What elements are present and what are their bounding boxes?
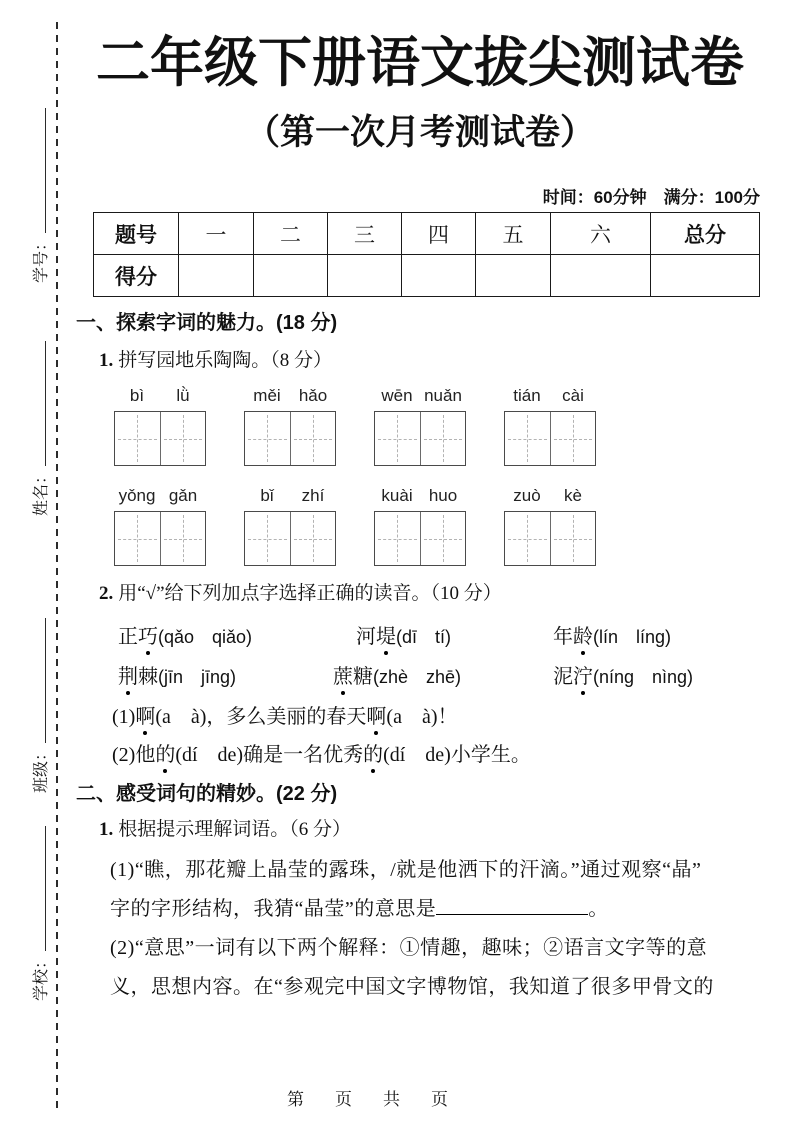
score-table-header-cell: 三 [328, 213, 402, 255]
score-table-header-cell: 一 [179, 213, 254, 255]
score-table-header-cell: 四 [402, 213, 476, 255]
score-table [93, 212, 760, 297]
word-item [553, 660, 693, 689]
sentence-2 [112, 738, 531, 767]
question-text: 用“√”给下列加点字选择正确的读音。（10 分） [118, 583, 502, 604]
tianzige-cell [420, 412, 466, 465]
dotted-char: 蔗 [333, 660, 353, 689]
score-input-cell [651, 255, 760, 297]
tianzige-cell [505, 412, 550, 465]
word-char: 正 [118, 626, 138, 648]
pinyin-syllable: wēn [381, 386, 413, 405]
pinyin-options: (níng nìng) [593, 667, 694, 687]
time-score-info: 时间：60分钟 满分：100分 [542, 188, 760, 207]
pinyin-row-2 [114, 486, 596, 566]
s2-q1-paragraph1-line1: (1)“瞧，那花瓣上晶莹的露珠，/就是他洒下的汗滴。”通过观察“晶” [110, 859, 702, 881]
score-table-header-cell: 六 [551, 213, 651, 255]
dotted-char: 啊 [135, 700, 155, 729]
pinyin-syllable: huo [428, 486, 458, 505]
tianzige-box [504, 511, 596, 566]
question-number: 1. [99, 819, 114, 840]
tianzige-box [244, 511, 336, 566]
pronunciation-row-1 [0, 620, 793, 652]
tianzige-cell [160, 412, 206, 465]
student-id-blank-line [32, 108, 46, 233]
tianzige-cell [290, 512, 336, 565]
tianzige-cell [420, 512, 466, 565]
score-row-label: 得分 [94, 255, 179, 297]
score-table-header-cell: 五 [476, 213, 551, 255]
pinyin-syllable: kuài [381, 486, 413, 505]
paragraph-text: 。 [588, 898, 609, 920]
score-input-cell [402, 255, 476, 297]
tianzige-cell [245, 512, 290, 565]
dotted-char: 巧 [138, 620, 158, 649]
score-input-cell [179, 255, 254, 297]
question-number: 1. [99, 350, 114, 371]
word-char: 年 [553, 626, 573, 648]
sentence-1 [112, 700, 457, 729]
s2-q1-paragraph2-line2: 义，思想内容。在“参观完中国文字博物馆，我知道了很多甲骨文的 [110, 976, 714, 998]
pinyin-options: (dī tí) [396, 627, 452, 647]
tianzige-box [504, 411, 596, 466]
pinyin-syllable: tián [513, 386, 541, 405]
student-id-field [28, 87, 52, 283]
sentence-text: (dí de)小学生。 [383, 744, 531, 766]
tianzige-cell [290, 412, 336, 465]
dotted-char: 的 [363, 738, 383, 767]
pinyin-box-group [504, 386, 596, 466]
word-item [118, 620, 252, 649]
student-name-label: 姓名： [33, 467, 50, 516]
pinyin-options: (jīn jīng) [158, 667, 237, 687]
tianzige-box [244, 411, 336, 466]
score-input-cell [254, 255, 328, 297]
paper-subtitle: （第一次月考测试卷） [244, 113, 595, 152]
pinyin-box-group [114, 486, 206, 566]
section1-heading: 一、探索字词的魅力。(18 分) [76, 312, 338, 334]
tianzige-cell [115, 512, 160, 565]
pinyin-syllable: zuò [513, 486, 541, 505]
pinyin-syllable: gǎn [168, 486, 198, 505]
word-char: 棘 [138, 666, 158, 688]
pinyin-syllable: yǒng [118, 486, 156, 505]
pinyin-options: (lín líng) [593, 627, 672, 647]
tianzige-cell [505, 512, 550, 565]
score-table-score-row [94, 255, 760, 297]
sentence-text: (dí de)确是一名优秀 [175, 744, 364, 766]
s2-q1-paragraph2-line1: (2)“意思”一词有以下两个解释：①情趣，趣味；②语言文字等的意 [110, 937, 708, 959]
dotted-char: 龄 [573, 620, 593, 649]
tianzige-box [374, 411, 466, 466]
pinyin-syllable: lǜ [176, 386, 190, 405]
tianzige-cell [245, 412, 290, 465]
school-blank-line [32, 826, 46, 951]
s2-q1-paragraph1-line2 [110, 892, 609, 921]
student-name-field [28, 320, 52, 516]
pinyin-syllable: nuǎn [424, 386, 462, 405]
paragraph-text: 字的字形结构，我猜“晶莹”的意思是 [110, 898, 437, 920]
dotted-char: 堤 [376, 620, 396, 649]
tianzige-cell [375, 412, 420, 465]
paper-title: 二年级下册语文拔尖测试卷 [96, 33, 744, 93]
dotted-char: 荆 [118, 660, 138, 689]
pinyin-syllable: cài [562, 386, 584, 405]
sentence-text: (2)他 [112, 744, 156, 766]
section2-q1 [99, 814, 351, 841]
dotted-char: 啊 [366, 700, 386, 729]
tianzige-cell [550, 412, 596, 465]
word-item [333, 660, 461, 689]
pinyin-syllable: bǐ [260, 486, 274, 505]
pinyin-box-group [244, 386, 336, 466]
score-input-cell [476, 255, 551, 297]
tianzige-cell [550, 512, 596, 565]
word-item [356, 620, 451, 649]
word-item [118, 660, 236, 689]
sentence-text: (a à)！ [386, 706, 458, 728]
score-input-cell [551, 255, 651, 297]
student-name-blank-line [32, 341, 46, 466]
student-id-label: 学号： [33, 234, 50, 283]
score-table-header-cell: 题号 [94, 213, 179, 255]
tianzige-box [114, 411, 206, 466]
question-number: 2. [99, 583, 114, 604]
section1-q2 [99, 578, 502, 605]
pinyin-box-group [504, 486, 596, 566]
score-table-header-cell: 二 [254, 213, 328, 255]
pinyin-box-group [244, 486, 336, 566]
pinyin-syllable: zhí [301, 486, 325, 505]
score-input-cell [328, 255, 402, 297]
tianzige-cell [115, 412, 160, 465]
pinyin-box-group [114, 386, 206, 466]
tianzige-cell [160, 512, 206, 565]
score-table-header-cell: 总分 [651, 213, 760, 255]
question-text: 拼写园地乐陶陶。（8 分） [118, 350, 333, 371]
section2-heading: 二、感受词句的精妙。(22 分) [76, 783, 338, 805]
sentence-text: (1) [112, 706, 136, 728]
question-text: 根据提示理解词语。（6 分） [118, 819, 352, 840]
page-footer: 第 页 共 页 [287, 1090, 455, 1109]
fold-dashed-line [56, 22, 58, 1114]
school-label: 学校： [33, 952, 50, 1001]
word-char: 河 [356, 626, 376, 648]
section1-q1 [99, 345, 332, 372]
class-label: 班级： [33, 744, 50, 793]
pinyin-syllable: bì [129, 386, 145, 405]
pinyin-options: (zhè zhē) [373, 667, 462, 687]
tianzige-box [114, 511, 206, 566]
tianzige-cell [375, 512, 420, 565]
pinyin-syllable: hǎo [298, 386, 328, 405]
pinyin-box-group [374, 386, 466, 466]
dotted-char: 泞 [573, 660, 593, 689]
answer-blank-line [436, 900, 588, 915]
pinyin-options: (qǎo qiǎo) [158, 627, 253, 647]
score-table-header-row [94, 213, 760, 255]
word-char: 泥 [553, 666, 573, 688]
word-item [553, 620, 671, 649]
pinyin-box-group [374, 486, 466, 566]
sentence-text: (a à)，多么美丽的春天 [155, 706, 367, 728]
pinyin-syllable: měi [253, 386, 281, 405]
pinyin-row-1 [114, 386, 596, 466]
tianzige-box [374, 511, 466, 566]
pinyin-syllable: kè [564, 486, 582, 505]
word-char: 糖 [353, 666, 373, 688]
school-field [28, 805, 52, 1001]
dotted-char: 的 [155, 738, 175, 767]
pronunciation-row-2 [0, 660, 793, 692]
